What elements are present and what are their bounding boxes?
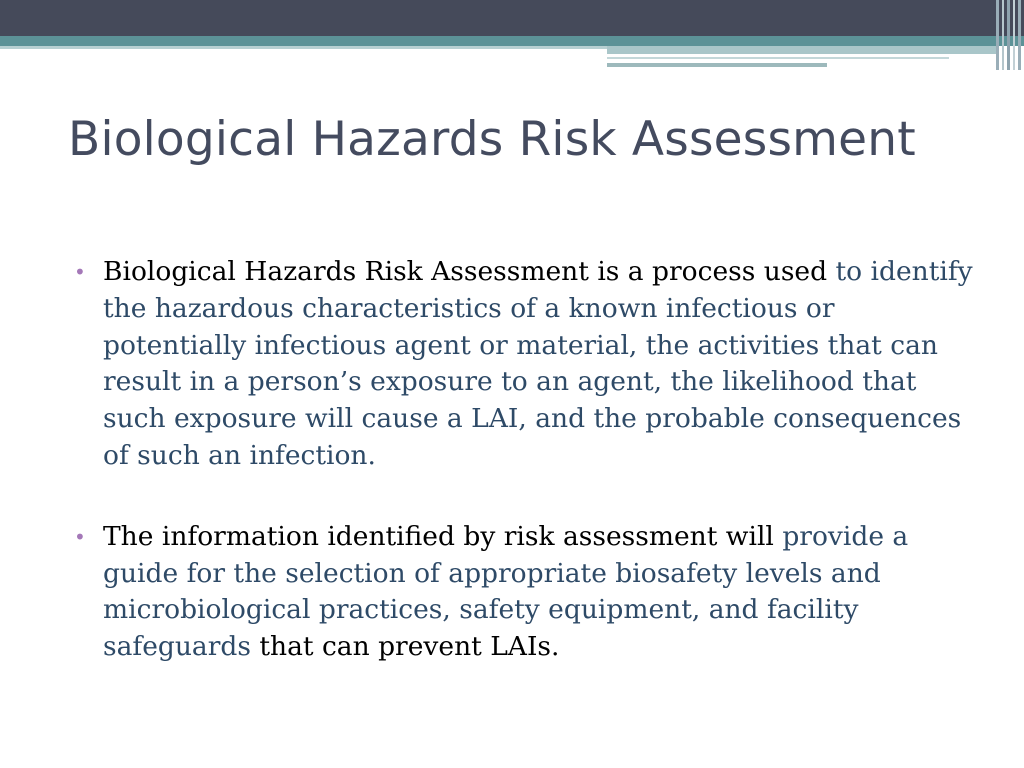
bullet-highlight-text: to identify the hazardous characteristics of a known infectious or potentially infectious agent or material, the activities that can result in a person’s exposure to an agent, the likelihood that such exposure will cause a LAI, and the probable consequences of such an infection.	[103, 256, 973, 471]
bullet-dot-icon: •	[74, 524, 86, 549]
bullet-tail-text: that can prevent LAIs.	[250, 631, 560, 663]
bullet-item	[74, 254, 979, 475]
header-teal-band	[0, 36, 1024, 46]
bullet-lead-text: The information identified by risk assessment will	[103, 520, 783, 552]
slide-title: Biological Hazards Risk Assessment	[68, 112, 916, 167]
header-teal-band-light	[0, 46, 607, 49]
header-accent-line-2	[607, 63, 827, 67]
header-right-stripes	[992, 0, 1024, 70]
header-accent-band	[607, 46, 997, 54]
bullet-dot-icon: •	[74, 260, 86, 284]
header-accent-line-1	[607, 57, 949, 59]
header-dark-band	[0, 0, 1024, 36]
bullet-lead-text: Biological Hazards Risk Assessment is a process used	[103, 256, 836, 287]
bullet-highlight-text: provide a guide for the selection of appropriate biosafety levels and microbiological practices, safety equipment, and facility safeguards	[103, 520, 909, 663]
bullet-item	[74, 519, 979, 666]
bullet-list	[74, 254, 979, 710]
